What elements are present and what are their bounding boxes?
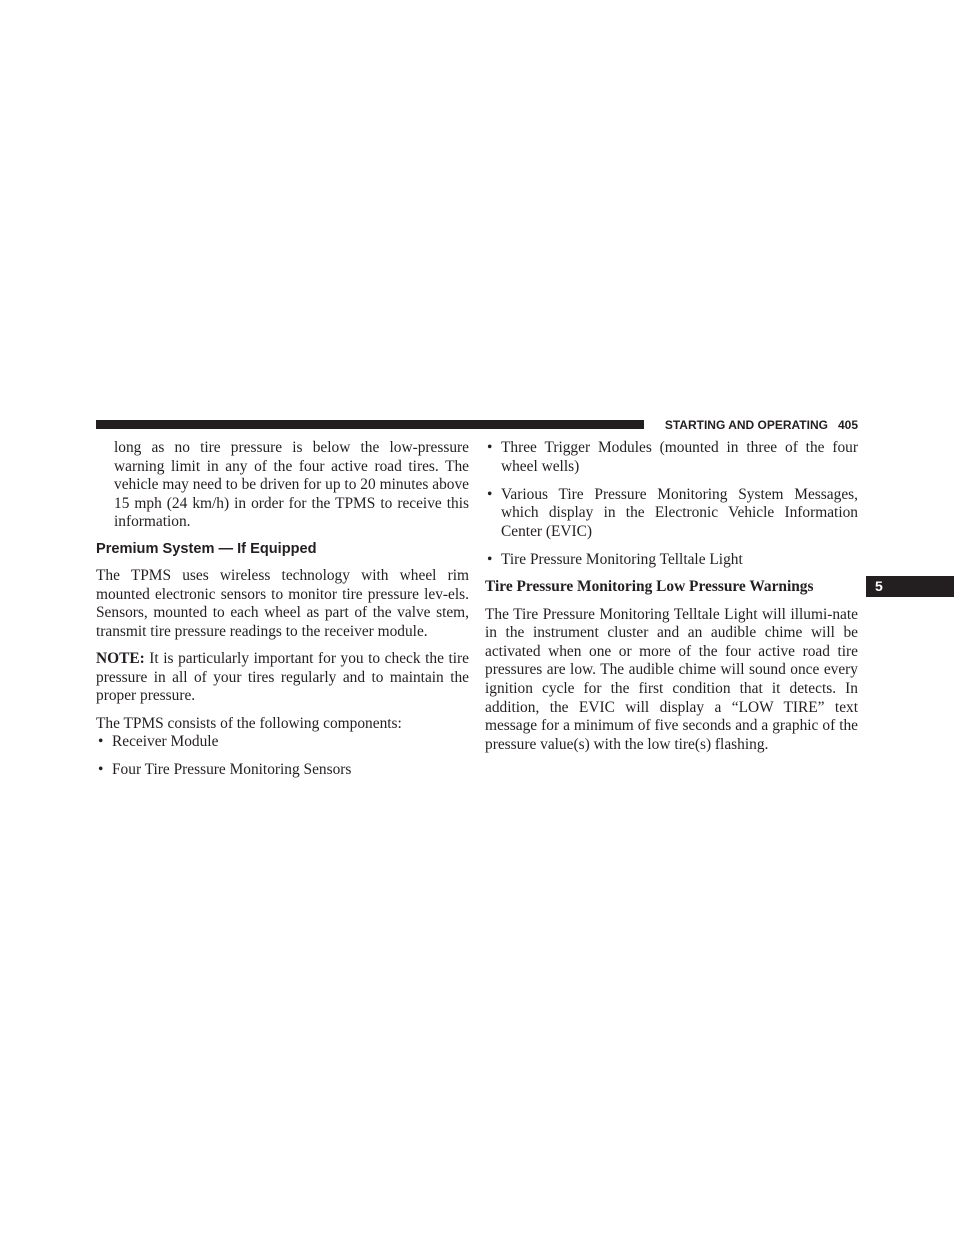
components-intro: The TPMS consists of the following components: <box>96 714 402 732</box>
list-item: • Tire Pressure Monitoring Telltale Light <box>485 551 858 570</box>
note-label: NOTE: <box>96 650 145 668</box>
tpms-description-paragraph: The TPMS uses wireless technology with wheel rim mounted electronic sensors to monitor tire pressure lev-els. Sensors, mounted to each wheel as part of the valve stem, transmit tire pressure readings to the receiver module. <box>96 567 469 640</box>
continued-paragraph: long as no tire pressure is below the low-pressure warning limit in any of the four active road tires. The vehicle may need to be driven for up to 20 minutes above 15 mph (24 km/h) in order for the TPMS to receive this information. <box>114 439 469 531</box>
chapter-tab <box>866 576 954 597</box>
section-heading-premium-system: Premium System — If Equipped <box>96 540 317 557</box>
section-title: STARTING AND OPERATING <box>664 418 828 432</box>
note-text: It is particularly important for you to check the tire pressure in all of your tires regularly and to maintain the proper pressure. <box>96 650 469 705</box>
section-heading-low-pressure-warnings: Tire Pressure Monitoring Low Pressure Warnings <box>485 578 814 596</box>
note-paragraph <box>96 650 469 706</box>
list-item: • Four Tire Pressure Monitoring Sensors <box>96 761 469 780</box>
warnings-paragraph: The Tire Pressure Monitoring Telltale Light will illumi-nate in the instrument cluster and an audible chime will be activated when one or more of the four active road tire pressures are low. The audible chime will sound once every ignition cycle for the first condition that it detects. In addition, the EVIC will display a “LOW TIRE” text message for a minimum of five seconds and a graphic of the pressure value(s) with the low tire(s) flashing. <box>485 605 858 753</box>
chapter-number: 5 <box>875 578 883 594</box>
list-item: • Three Trigger Modules (mounted in three of the four wheel wells) <box>485 439 858 476</box>
right-column <box>485 439 858 754</box>
list-item: • Receiver Module <box>96 733 469 752</box>
header-rule <box>96 420 644 429</box>
list-item: • Various Tire Pressure Monitoring System Messages, which display in the Electronic Vehicle Information Center (EVIC) <box>485 486 858 542</box>
running-header <box>600 417 858 433</box>
components-list-right <box>485 439 858 569</box>
left-column <box>96 439 469 780</box>
page-number: 405 <box>837 418 858 432</box>
components-list-left <box>96 733 469 780</box>
